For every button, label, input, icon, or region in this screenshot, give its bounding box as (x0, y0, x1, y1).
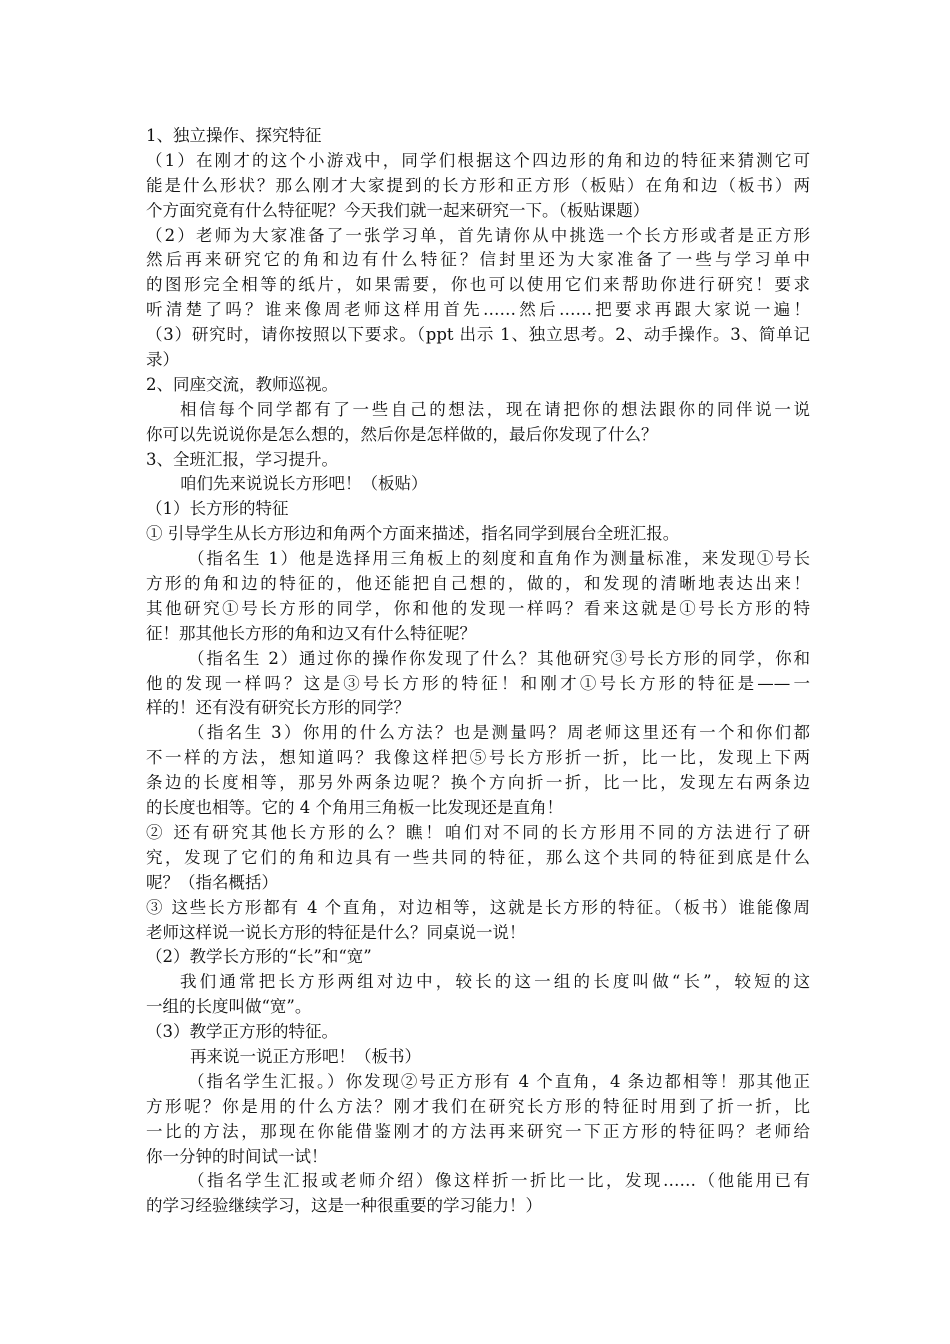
paragraph-line: ① 引导学生从长方形边和角两个方面来描述，指名同学到展台全班汇报。 (146, 524, 680, 544)
paragraph-line: 征！那其他长方形的角和边又有什么特征呢？ (146, 623, 476, 643)
paragraph-line: 听清楚了吗？谁来像周老师这样用首先……然后……把要求再跟大家说一遍！ (146, 300, 810, 320)
paragraph-line: 样的！还有没有研究长方形的同学？ (146, 698, 410, 718)
subheading-square-features: （3）教学正方形的特征。 (146, 1022, 338, 1042)
paragraph-line: 我们通常把长方形两组对边中，较长的这一组的长度叫做“长”，较短的这 (180, 972, 810, 992)
paragraph-line: 条边的长度相等，那另外两条边呢？换个方向折一折，比一比，发现左右两条边 (146, 773, 810, 793)
heading-step-3: 3、全班汇报，学习提升。 (146, 449, 338, 469)
paragraph-line: 相信每个同学都有了一些自己的想法，现在请把你的想法跟你的同伴说一说 (180, 399, 810, 419)
paragraph-line: 呢？（指名概括） (146, 872, 278, 892)
paragraph-line: 的学习经验继续学习，这是一种很重要的学习能力！） (146, 1196, 542, 1216)
paragraph-line: 然后再来研究它的角和边有什么特征？信封里还为大家准备了一些与学习单中 (146, 250, 810, 270)
paragraph-line: （2）老师为大家准备了一张学习单，首先请你从中挑选一个长方形或者是正方形 (146, 225, 810, 245)
paragraph-line: 一比的方法，那现在你能借鉴刚才的方法再来研究一下正方形的特征吗？老师给 (146, 1121, 810, 1141)
paragraph-line: （指名学生汇报或老师介绍）像这样折一折比一比，发现……（他能用已有 (188, 1171, 810, 1191)
paragraph-line: 咱们先来说说长方形吧！（板贴） (180, 474, 428, 494)
paragraph-line: （1）在刚才的这个小游戏中，同学们根据这个四边形的角和边的特征来猜测它可 (146, 150, 810, 170)
heading-step-1: 1、独立操作、探究特征 (146, 126, 322, 145)
paragraph-line: 能是什么形状？那么刚才大家提到的长方形和正方形（板贴）在角和边（板书）两 (146, 175, 810, 195)
subheading-length-width: （2）教学长方形的“长”和“宽” (146, 947, 372, 967)
paragraph-line: 不一样的方法，想知道吗？我像这样把⑤号长方形折一折，比一比，发现上下两 (146, 748, 810, 768)
heading-step-2: 2、同座交流，教师巡视。 (146, 374, 338, 394)
paragraph-line: 一组的长度叫做“宽”。 (146, 997, 312, 1017)
paragraph-line: 究，发现了它们的角和边具有一些共同的特征，那么这个共同的特征到底是什么 (146, 847, 810, 867)
paragraph-line: 老师这样说一说长方形的特征是什么？同桌说一说！ (146, 922, 526, 942)
paragraph-line: ③ 这些长方形都有 4 个直角，对边相等，这就是长方形的特征。（板书）谁能像周 (146, 897, 810, 917)
document-body (146, 124, 810, 1219)
paragraph-line: 的长度也相等。它的 4 个角用三角板一比发现还是直角！ (146, 798, 563, 818)
paragraph-line: （指名学生汇报。）你发现②号正方形有 4 个直角，4 条边都相等！那其他正 (188, 1071, 810, 1091)
paragraph-line: 你一分钟的时间试一试！ (146, 1146, 328, 1166)
paragraph-line: 再来说一说正方形吧！（板书） (190, 1046, 421, 1066)
paragraph-line: （3）研究时，请你按照以下要求。（ppt 出示 1、独立思考。2、动手操作。3、简单记 (146, 325, 810, 345)
subheading-rectangle-features: （1）长方形的特征 (146, 499, 289, 519)
paragraph-line: ② 还有研究其他长方形的么？瞧！咱们对不同的长方形用不同的方法进行了研 (146, 822, 810, 842)
paragraph-line: 其他研究①号长方形的同学，你和他的发现一样吗？看来这就是①号长方形的特 (146, 598, 810, 618)
paragraph-line: 他的发现一样吗？这是③号长方形的特征！和刚才①号长方形的特征是——一 (146, 673, 810, 693)
paragraph-line: （指名生 1）他是选择用三角板上的刻度和直角作为测量标准，来发现①号长 (188, 549, 810, 569)
paragraph-line: 录） (146, 350, 179, 370)
paragraph-line: 方形呢？你是用的什么方法？刚才我们在研究长方形的特征时用到了折一折，比 (146, 1096, 810, 1116)
paragraph-line: 的图形完全相等的纸片，如果需要，你也可以使用它们来帮助你进行研究！要求 (146, 275, 810, 295)
paragraph-line: 个方面究竟有什么特征呢？今天我们就一起来研究一下。（板贴课题） (146, 200, 650, 220)
paragraph-line: 你可以先说说你是怎么想的，然后你是怎样做的，最后你发现了什么？ (146, 424, 658, 444)
paragraph-line: 方形的角和边的特征的，他还能把自己想的，做的，和发现的清晰地表达出来！ (146, 574, 810, 594)
paragraph-line: （指名生 2）通过你的操作你发现了什么？其他研究③号长方形的同学，你和 (188, 648, 810, 668)
paragraph-line: （指名生 3）你用的什么方法？也是测量吗？周老师这里还有一个和你们都 (188, 723, 810, 743)
